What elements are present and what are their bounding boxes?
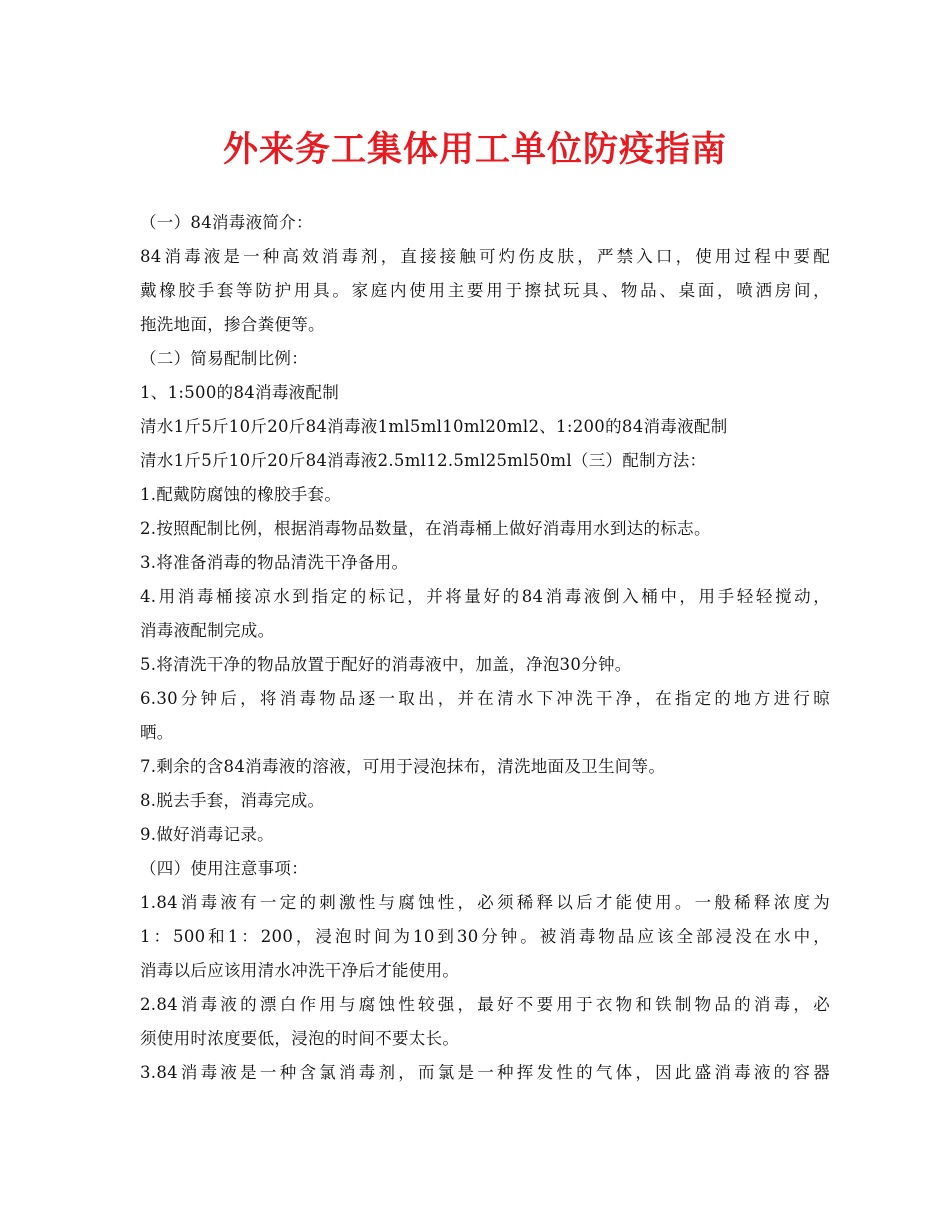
text-line: 消毒液配制完成。	[140, 621, 275, 640]
text-line: 清水1斤5斤10斤20斤84消毒液1ml5ml10ml20ml2、1:200的84消毒液配制	[140, 417, 728, 436]
text-line: （四）使用注意事项：	[140, 859, 308, 878]
text-line: 84消毒液是一种高效消毒剂，直接接触可灼伤皮肤，严禁入口，使用过程中要配	[140, 247, 830, 266]
text-line: 6.30分钟后，将消毒物品逐一取出，并在清水下冲洗干净，在指定的地方进行晾	[140, 689, 830, 708]
text-line: 1：500和1：200，浸泡时间为10到30分钟。被消毒物品应该全部浸没在水中，	[140, 927, 830, 946]
text-line: 5.将清洗干净的物品放置于配好的消毒液中，加盖，净泡30分钟。	[140, 655, 632, 674]
text-line: 消毒以后应该用清水冲洗干净后才能使用。	[140, 961, 460, 980]
text-line: 1、1:500的84消毒液配制	[140, 383, 340, 402]
text-line: （二）简易配制比例：	[140, 349, 308, 368]
text-line: 2.按照配制比例，根据消毒物品数量，在消毒桶上做好消毒用水到达的标志。	[140, 519, 711, 538]
text-line: 戴橡胶手套等防护用具。家庭内使用主要用于擦拭玩具、物品、桌面，喷洒房间，	[140, 281, 830, 300]
text-line: 拖洗地面，掺合粪便等。	[140, 315, 325, 334]
text-line: 3.将准备消毒的物品清洗干净备用。	[140, 553, 409, 572]
text-line: 清水1斤5斤10斤20斤84消毒液2.5ml12.5ml25ml50ml（三）配制方法：	[140, 451, 707, 470]
text-line: 1.配戴防腐蚀的橡胶手套。	[140, 485, 342, 504]
document-title: 外来务工集体用工单位防疫指南	[222, 130, 727, 170]
text-line: 7.剩余的含84消毒液的溶液，可用于浸泡抹布，清洗地面及卫生间等。	[140, 757, 666, 776]
document-body	[140, 206, 830, 1090]
text-line: 4.用消毒桶接凉水到指定的标记，并将量好的84消毒液倒入桶中，用手轻轻搅动，	[140, 587, 830, 606]
text-line: （一）84消毒液简介：	[140, 213, 313, 232]
text-line: 须使用时浓度要低，浸泡的时间不要太长。	[140, 1029, 460, 1048]
text-line: 晒。	[140, 723, 174, 742]
text-line: 9.做好消毒记录。	[140, 825, 274, 844]
text-line: 1.84消毒液有一定的刺激性与腐蚀性，必须稀释以后才能使用。一般稀释浓度为	[140, 893, 830, 912]
text-line: 2.84消毒液的漂白作用与腐蚀性较强，最好不要用于衣物和铁制物品的消毒，必	[140, 995, 830, 1014]
text-line: 8.脱去手套，消毒完成。	[140, 791, 325, 810]
text-line: 3.84消毒液是一种含氯消毒剂，而氯是一种挥发性的气体，因此盛消毒液的容器	[140, 1063, 830, 1082]
